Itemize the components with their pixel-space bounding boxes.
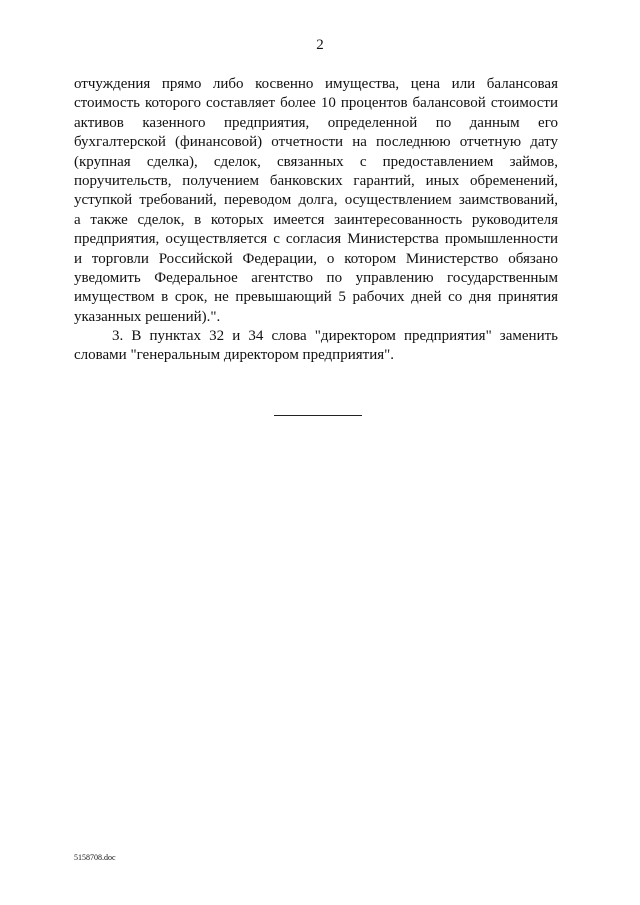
text-line: активов казенного предприятия, определенной по данным его	[74, 114, 558, 131]
text-line: а также сделок, в которых имеется заинтересованность руководителя	[74, 211, 558, 228]
paragraph-continuation	[74, 75, 558, 327]
text-line: предприятия, осуществляется с согласия Министерства промышленности	[74, 231, 558, 248]
text-line: поручительств, получением банковских гарантий, иных обременений,	[74, 172, 558, 189]
page-number: 2	[316, 37, 324, 53]
document-filename: 5158708.doc	[74, 853, 116, 862]
document-body	[74, 75, 558, 366]
separator-line	[274, 415, 362, 416]
text-line: указанных решений).".	[74, 308, 221, 325]
text-line: бухгалтерской (финансовой) отчетности на последнюю отчетную дату	[74, 134, 558, 151]
text-line: отчуждения прямо либо косвенно имущества, цена или балансовая	[74, 76, 558, 92]
text-line: имуществом в срок, не превышающий 5 рабочих дней со дня принятия	[74, 289, 558, 306]
text-line: (крупная сделка), сделок, связанных с предоставлением займов,	[74, 153, 558, 170]
paragraph-item-3	[74, 327, 558, 366]
text-line: уступкой требований, переводом долга, осуществлением заимствований,	[74, 192, 558, 209]
text-line: 3. В пунктах 32 и 34 слова "директором предприятия" заменить	[112, 328, 558, 345]
text-line: словами "генеральным директором предприятия".	[74, 347, 394, 364]
text-line: и торговли Российской Федерации, о котором Министерство обязано	[74, 250, 558, 267]
text-line: стоимость которого составляет более 10 процентов балансовой стоимости	[74, 95, 558, 112]
text-line: уведомить Федеральное агентство по управлению государственным	[74, 269, 558, 286]
